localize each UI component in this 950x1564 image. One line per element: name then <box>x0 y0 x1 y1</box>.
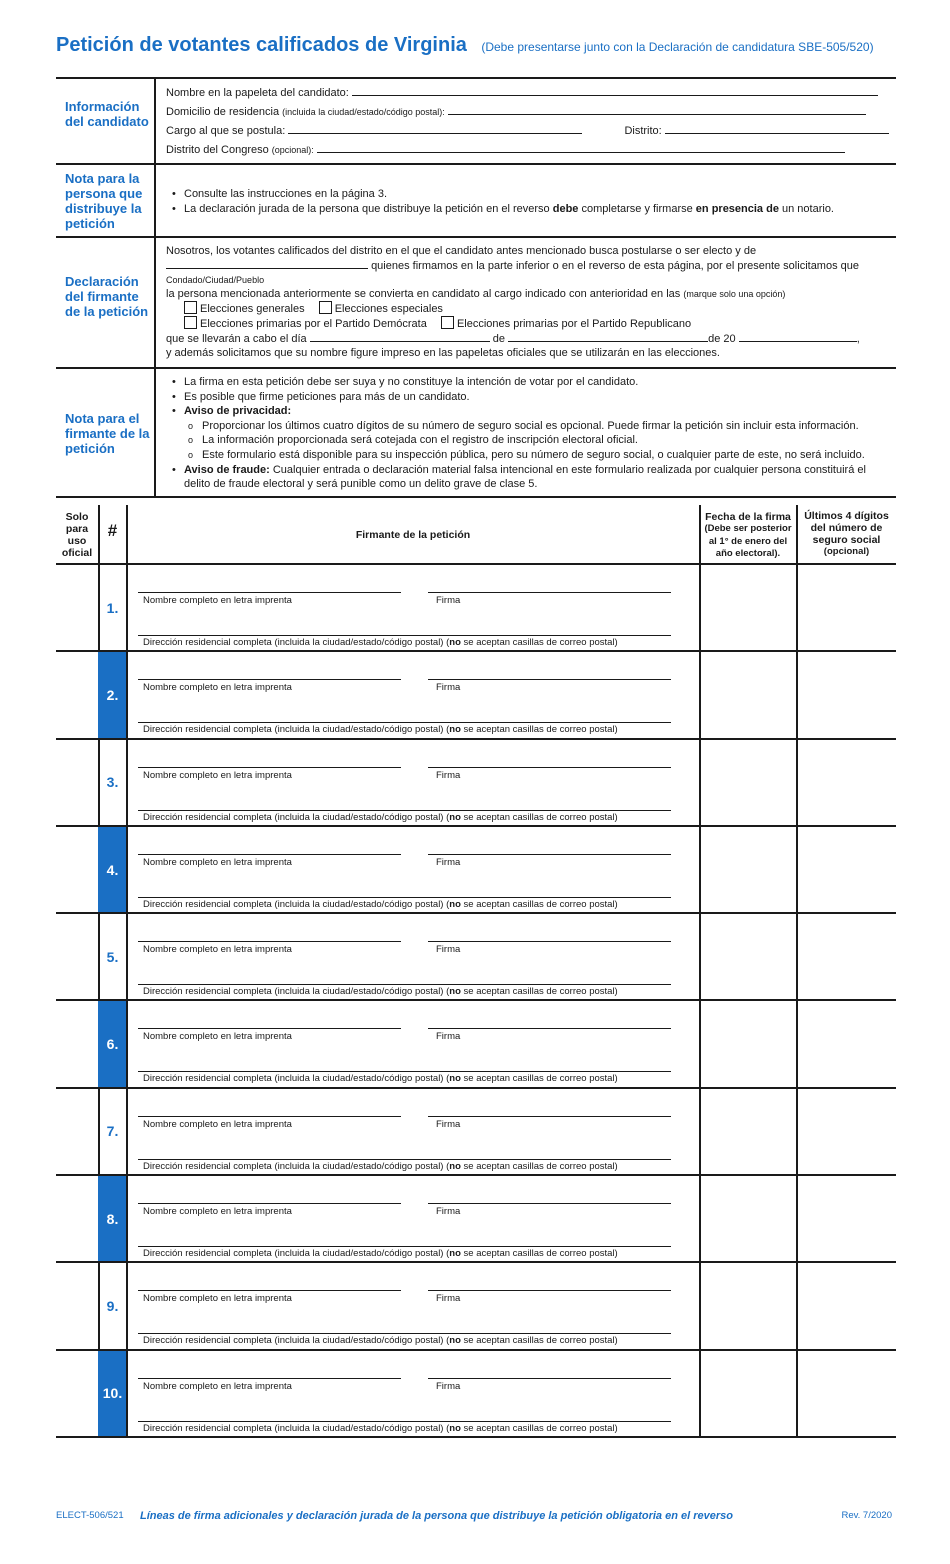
distributor-note-item: • La declaración jurada de la persona que distribuye la petición en el reverso debe completarse y firmarse en presencia de un notario. <box>166 202 886 217</box>
address-label: Dirección residencial completa (incluida la ciudad/estado/código postal) (no se aceptan casillas de correo postal) <box>143 724 618 736</box>
footer-note: Líneas de firma adicionales y declaración jurada de la persona que distribuye la petición obligatoria en el reverso <box>140 1510 733 1522</box>
signer-note-item: • Aviso de fraude: Cualquier entrada o declaración material falsa intencional en este formulario realizada por cualquier persona constituirá el delito de fraude electoral y será punible como un delito grave de clase 5. <box>166 463 890 492</box>
signature-label: Firma <box>436 856 461 868</box>
office-row <box>166 122 886 141</box>
address-label: Dirección residencial completa (incluida la ciudad/estado/código postal) (no se aceptan casillas de correo postal) <box>143 811 618 823</box>
address-field[interactable] <box>138 1159 671 1160</box>
printed-name-field[interactable] <box>138 1290 401 1291</box>
signature-label: Firma <box>436 1031 461 1043</box>
town-field[interactable] <box>166 258 368 269</box>
printed-name-field[interactable] <box>138 1203 401 1204</box>
signature-label: Firma <box>436 682 461 694</box>
residence-field[interactable] <box>448 104 866 115</box>
signature-date-cell[interactable] <box>701 1351 796 1436</box>
congress-note: (opcional): <box>271 145 314 155</box>
signature-field[interactable] <box>428 1290 671 1291</box>
town-caption: Condado/Ciudad/Pueblo <box>166 275 265 285</box>
address-label: Dirección residencial completa (incluida la ciudad/estado/código postal) (no se aceptan casillas de correo postal) <box>143 1248 618 1260</box>
candidate-info-section <box>56 77 896 163</box>
signature-field[interactable] <box>428 1378 671 1379</box>
number-header: # <box>107 521 118 540</box>
signature-field[interactable] <box>428 1116 671 1117</box>
printed-name-field[interactable] <box>138 854 401 855</box>
signature-row <box>56 1176 896 1263</box>
signature-label: Firma <box>436 1118 461 1130</box>
declaration-line: quienes firmamos en la parte inferior o en el reverso de esta página, por el presente solicitamos que <box>166 258 886 273</box>
signature-field[interactable] <box>428 941 671 942</box>
residence-label: Domicilio de residencia <box>166 106 280 118</box>
printed-name-field[interactable] <box>138 1116 401 1117</box>
ssn-header: Últimos 4 dígitos del número de seguro social (opcional) <box>804 510 889 557</box>
distributor-note-body <box>154 165 896 236</box>
republican-primary-checkbox[interactable] <box>441 316 454 329</box>
residence-row <box>166 103 886 122</box>
special-election-label: Elecciones especiales <box>334 303 443 315</box>
distributor-note-item: • Consulte las instrucciones en la página 3. <box>166 187 886 202</box>
printed-name-field[interactable] <box>138 592 401 593</box>
distributor-note-section <box>56 163 896 236</box>
special-election-checkbox[interactable] <box>319 301 332 314</box>
signature-row <box>56 1351 896 1438</box>
ssn-digits-cell[interactable] <box>798 1176 896 1261</box>
ssn-digits-cell[interactable] <box>798 1351 896 1436</box>
candidate-info-body <box>154 79 896 163</box>
row-number: 3. <box>106 774 119 791</box>
congress-field[interactable] <box>317 142 845 153</box>
printed-name-field[interactable] <box>138 1378 401 1379</box>
district-field[interactable] <box>665 123 889 134</box>
row-number: 1. <box>106 599 119 616</box>
row-number: 9. <box>106 1298 119 1315</box>
revision: Rev. 7/2020 <box>841 1510 892 1521</box>
candidate-info-label: Información del candidato <box>65 99 149 129</box>
signature-row <box>56 1263 896 1350</box>
ssn-digits-cell[interactable] <box>798 1263 896 1348</box>
address-label: Dirección residencial completa (incluida la ciudad/estado/código postal) (no se aceptan casillas de correo postal) <box>143 1422 618 1434</box>
printed-name-field[interactable] <box>138 1028 401 1029</box>
signature-row <box>56 652 896 739</box>
office-label: Cargo al que se postula: <box>166 125 286 137</box>
election-date-row: que se llevarán a cabo el día de de 20 , <box>166 333 860 345</box>
signer-note-label: Nota para el firmante de la petición <box>65 411 150 456</box>
signature-field[interactable] <box>428 679 671 680</box>
address-field[interactable] <box>138 1421 671 1422</box>
row-number: 7. <box>106 1123 119 1140</box>
address-field[interactable] <box>138 1071 671 1072</box>
address-label: Dirección residencial completa (incluida la ciudad/estado/código postal) (no se aceptan casillas de correo postal) <box>143 1160 618 1172</box>
signer-note-body <box>154 369 896 496</box>
signature-field[interactable] <box>428 1028 671 1029</box>
signer-header: Firmante de la petición <box>355 529 471 541</box>
address-label: Dirección residencial completa (incluida la ciudad/estado/código postal) (no se aceptan casillas de correo postal) <box>143 637 618 648</box>
privacy-item: o Este formulario está disponible para su inspección pública, pero su número de seguro social, o cualquier parte de este, no será incluido. <box>166 448 890 463</box>
row-number: 10. <box>98 1351 127 1436</box>
signer-declaration-body <box>154 238 896 367</box>
printed-name-label: Nombre completo en letra imprenta <box>143 1380 292 1392</box>
signature-field[interactable] <box>428 1203 671 1204</box>
signature-date-cell[interactable] <box>701 1263 796 1348</box>
declaration-line: y además solicitamos que su nombre figure impreso en las papeletas oficiales que se utilizarán en las elecciones. <box>166 347 720 359</box>
printed-name-field[interactable] <box>138 941 401 942</box>
congress-label: Distrito del Congreso <box>166 144 269 156</box>
address-field[interactable] <box>138 1246 671 1247</box>
signature-label: Firma <box>436 769 461 781</box>
printed-name-label: Nombre completo en letra imprenta <box>143 1206 292 1218</box>
signature-date-cell[interactable] <box>701 1176 796 1261</box>
declaration-line: Nosotros, los votantes calificados del distrito en el que el candidato antes mencionado busca postularse o ser electo y de <box>166 245 757 257</box>
address-field[interactable] <box>138 810 671 811</box>
signature-label: Firma <box>436 1380 461 1392</box>
signature-row <box>56 827 896 914</box>
address-field[interactable] <box>138 1333 671 1334</box>
signer-declaration-label: Declaración del firmante de la petición <box>65 274 149 319</box>
signature-row <box>56 1089 896 1176</box>
signer-note-item: • La firma en esta petición debe ser suya y no constituye la intención de votar por el candidato. <box>166 375 890 390</box>
page-title: Petición de votantes calificados de Virginia <box>56 34 467 56</box>
election-month-field[interactable] <box>508 331 708 342</box>
ssn-digits-cell[interactable] <box>798 1001 896 1086</box>
signature-date-cell[interactable] <box>701 1001 796 1086</box>
signature-label: Firma <box>436 595 461 606</box>
declaration-line: la persona mencionada anteriormente se convierta en candidato al cargo indicado con anterioridad en las (marque solo una opción) <box>166 288 786 300</box>
printed-name-label: Nombre completo en letra imprenta <box>143 856 292 868</box>
congress-row <box>166 141 886 160</box>
signature-label: Firma <box>436 1206 461 1218</box>
address-field[interactable] <box>138 984 671 985</box>
election-year-field[interactable] <box>739 331 857 342</box>
signer-declaration-section <box>56 236 896 367</box>
signature-table-header <box>56 505 896 565</box>
election-options <box>166 301 886 316</box>
general-election-checkbox[interactable] <box>184 301 197 314</box>
footer <box>56 1510 896 1526</box>
signature-date-cell[interactable] <box>701 1089 796 1174</box>
signature-date-cell[interactable] <box>701 740 796 825</box>
candidate-name-field[interactable] <box>352 85 878 96</box>
ssn-digits-cell[interactable] <box>798 652 896 737</box>
democratic-primary-checkbox[interactable] <box>184 316 197 329</box>
row-number: 8. <box>98 1176 127 1261</box>
ssn-digits-cell[interactable] <box>798 827 896 912</box>
candidate-name-label: Nombre en la papeleta del candidato: <box>166 87 349 99</box>
distributor-note-label: Nota para la persona que distribuye la petición <box>65 171 143 231</box>
address-field[interactable] <box>138 897 671 898</box>
district-label: Distrito: <box>624 125 662 137</box>
address-label: Dirección residencial completa (incluida la ciudad/estado/código postal) (no se aceptan casillas de correo postal) <box>143 898 618 910</box>
republican-primary-label: Elecciones primarias por el Partido Republicano <box>456 318 692 330</box>
candidate-name-row <box>166 84 886 103</box>
signature-row <box>56 740 896 827</box>
official-use-header: Solo para uso oficial <box>61 511 93 559</box>
primary-options <box>166 316 886 331</box>
signature-date-cell[interactable] <box>701 565 796 650</box>
row-number: 4. <box>98 827 127 912</box>
ssn-digits-cell[interactable] <box>798 1089 896 1174</box>
signature-field[interactable] <box>428 854 671 855</box>
signer-note-item: • Es posible que firme peticiones para más de un candidato. <box>166 390 890 405</box>
signature-date-cell[interactable] <box>701 914 796 999</box>
signature-row <box>56 565 896 652</box>
signature-rows <box>56 565 896 1438</box>
printed-name-label: Nombre completo en letra imprenta <box>143 1293 292 1305</box>
general-election-label: Elecciones generales <box>200 303 305 315</box>
ssn-digits-cell[interactable] <box>798 565 896 650</box>
signature-row <box>56 1001 896 1088</box>
office-field[interactable] <box>288 123 582 134</box>
printed-name-label: Nombre completo en letra imprenta <box>143 1031 292 1043</box>
signature-field[interactable] <box>428 592 671 593</box>
signer-note-item: • Aviso de privacidad: <box>166 404 890 419</box>
election-day-field[interactable] <box>310 331 490 342</box>
address-label: Dirección residencial completa (incluida la ciudad/estado/código postal) (no se aceptan casillas de correo postal) <box>143 1073 618 1085</box>
printed-name-label: Nombre completo en letra imprenta <box>143 944 292 956</box>
address-label: Dirección residencial completa (incluida la ciudad/estado/código postal) (no se aceptan casillas de correo postal) <box>143 986 618 998</box>
row-number: 6. <box>98 1001 127 1086</box>
form-id: ELECT-506/521 <box>56 1510 124 1521</box>
address-label: Dirección residencial completa (incluida la ciudad/estado/código postal) (no se aceptan casillas de correo postal) <box>143 1335 618 1347</box>
signature-label: Firma <box>436 944 461 956</box>
signature-field[interactable] <box>428 767 671 768</box>
signature-row <box>56 914 896 1001</box>
title-note: (Debe presentarse junto con la Declaración de candidatura SBE-505/520) <box>481 40 874 54</box>
signer-note-section <box>56 367 896 498</box>
title-row <box>56 34 906 64</box>
signature-date-cell[interactable] <box>701 652 796 737</box>
printed-name-label: Nombre completo en letra imprenta <box>143 682 292 694</box>
privacy-item: o La información proporcionada será cotejada con el registro de inscripción electoral oficial. <box>166 433 890 448</box>
signature-date-cell[interactable] <box>701 827 796 912</box>
printed-name-label: Nombre completo en letra imprenta <box>143 1118 292 1130</box>
address-field[interactable] <box>138 635 671 636</box>
residence-note: (incluida la ciudad/estado/código postal): <box>282 107 445 117</box>
row-number: 5. <box>106 948 119 965</box>
printed-name-field[interactable] <box>138 767 401 768</box>
printed-name-field[interactable] <box>138 679 401 680</box>
signature-label: Firma <box>436 1293 461 1305</box>
row-number: 2. <box>98 652 127 737</box>
democratic-primary-label: Elecciones primarias por el Partido Demócrata <box>200 318 427 330</box>
printed-name-label: Nombre completo en letra imprenta <box>143 769 292 781</box>
ssn-digits-cell[interactable] <box>798 740 896 825</box>
address-field[interactable] <box>138 722 671 723</box>
date-header: Fecha de la firma (Debe ser posterior al 1° de enero del año electoral). <box>704 511 792 559</box>
privacy-item: o Proporcionar los últimos cuatro dígitos de su número de seguro social es opcional. Puede firmar la petición sin incluir esta información. <box>166 419 890 434</box>
printed-name-label: Nombre completo en letra imprenta <box>143 595 292 606</box>
ssn-digits-cell[interactable] <box>798 914 896 999</box>
